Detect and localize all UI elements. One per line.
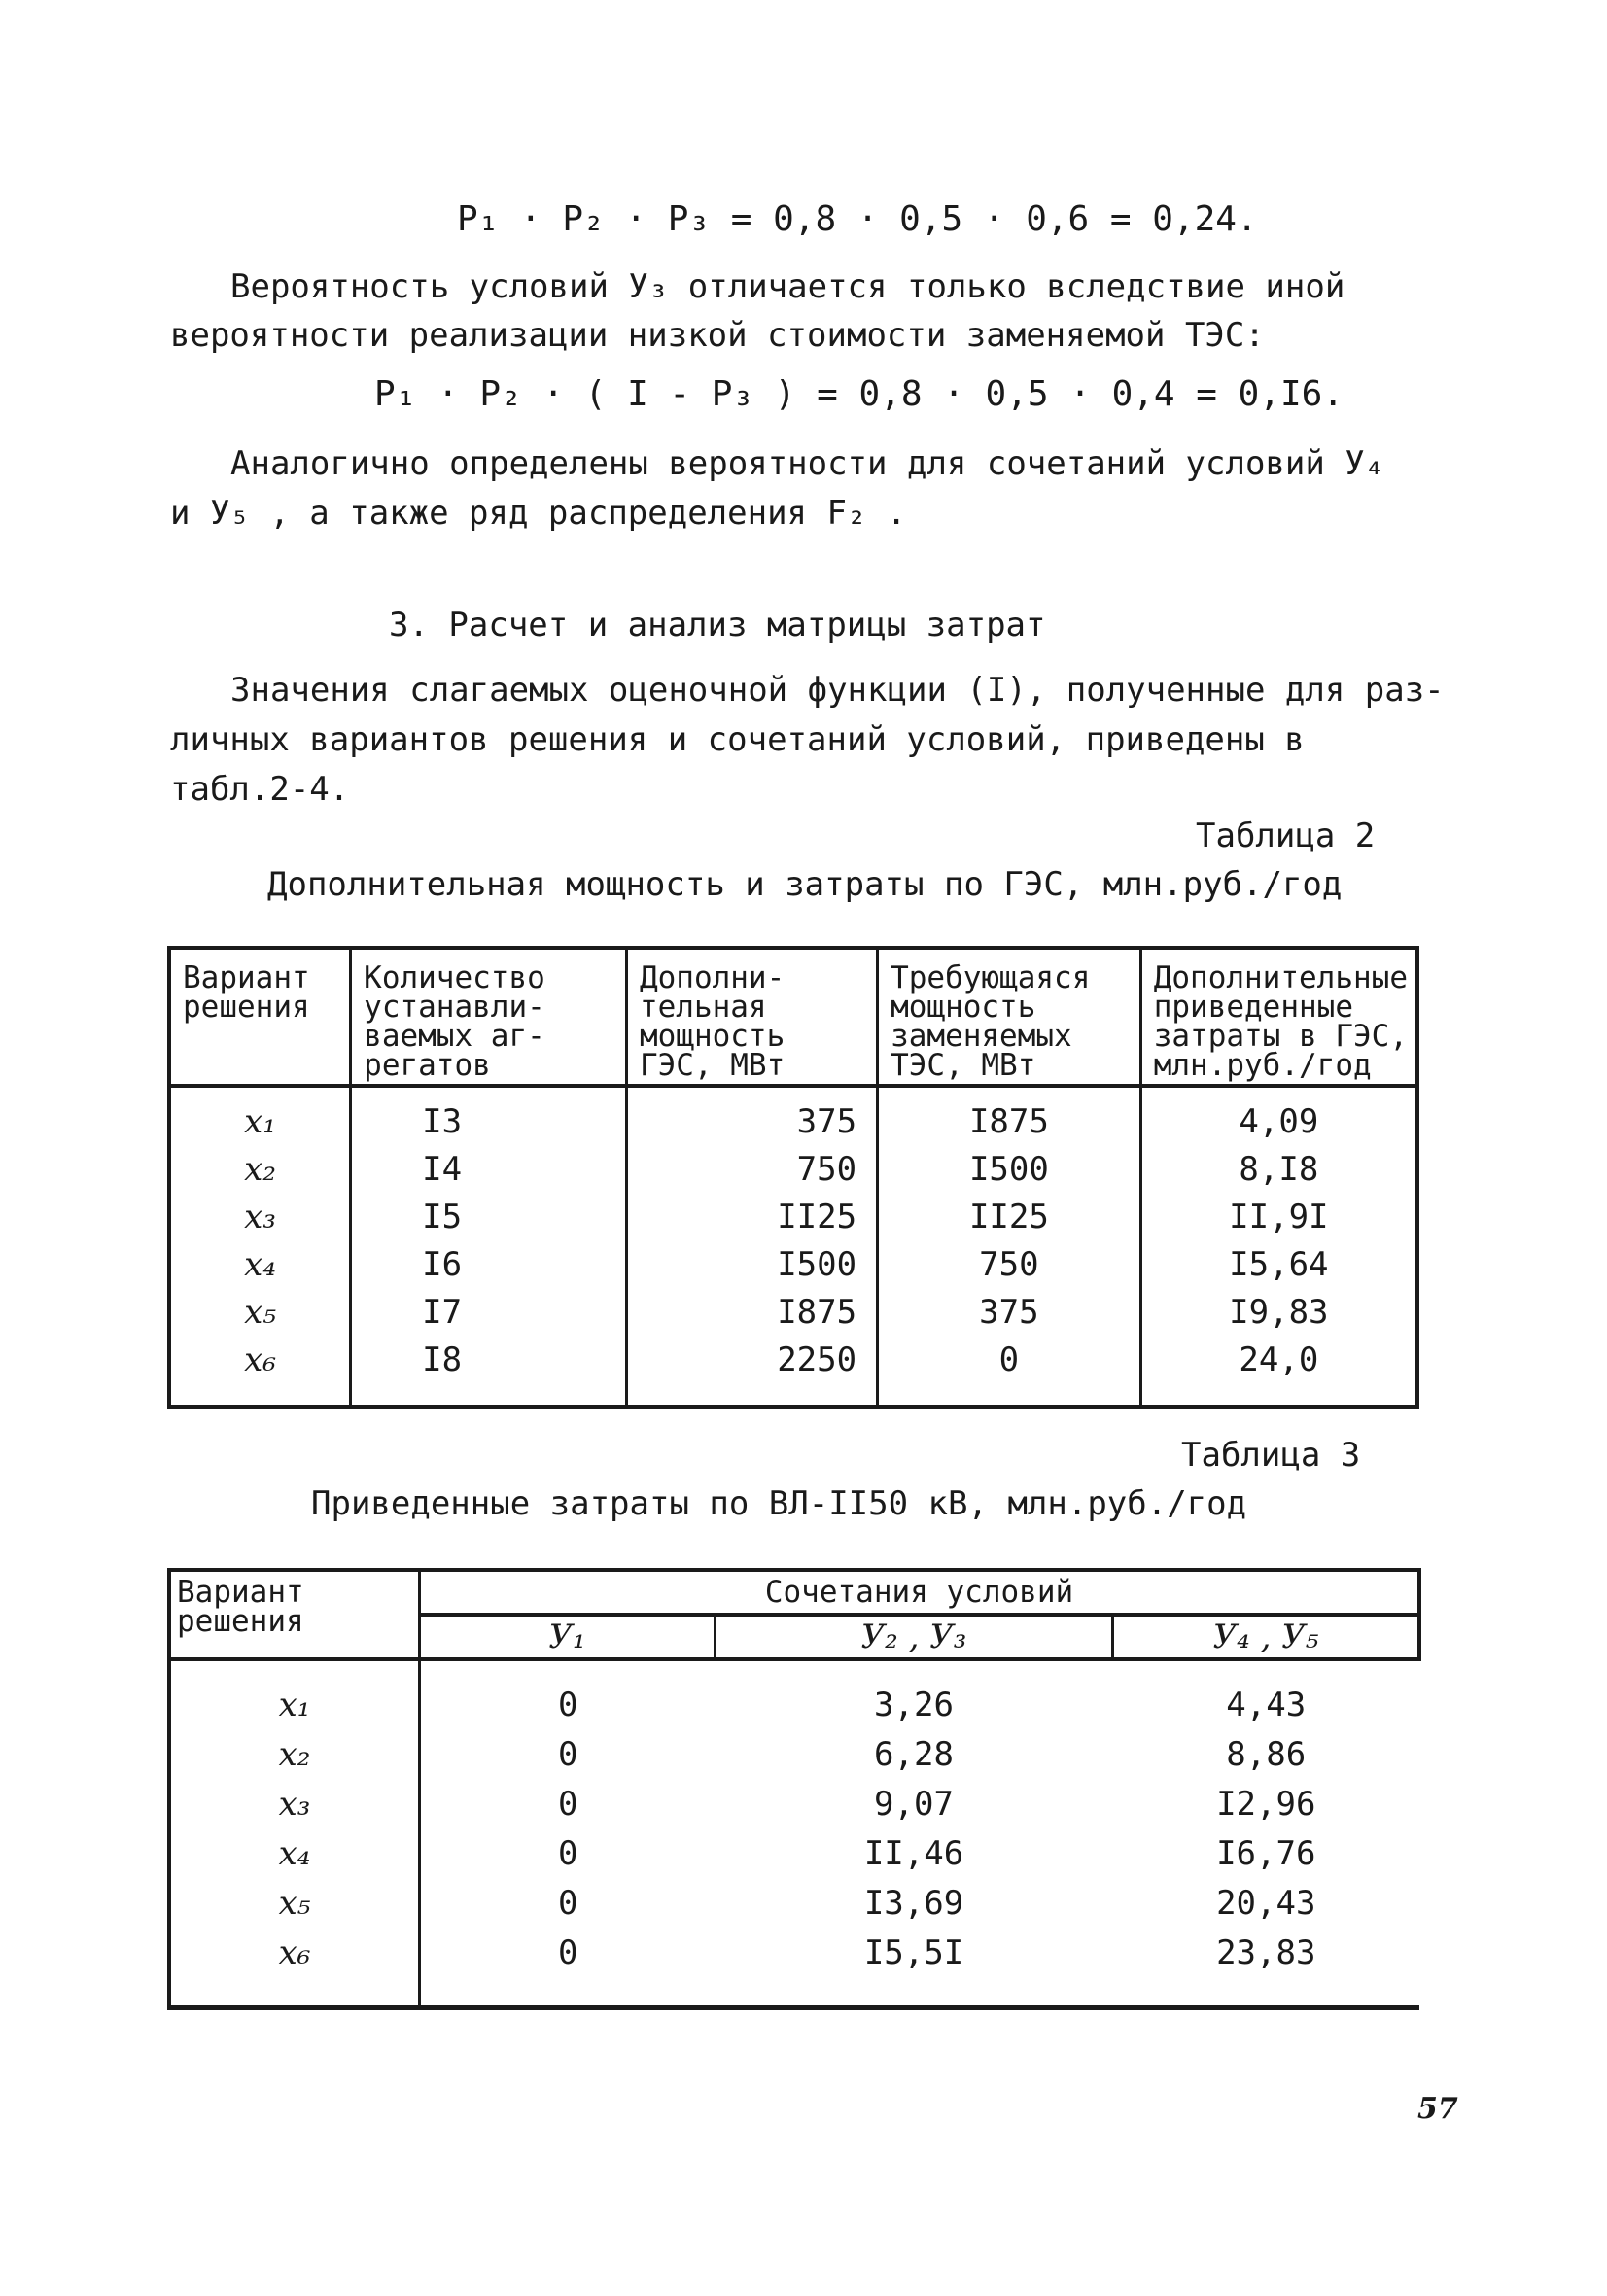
table-cell: 4,09 xyxy=(1140,1086,1417,1145)
table-cell: 0 xyxy=(878,1336,1141,1407)
table-row xyxy=(169,1729,1419,1779)
table-cell: I3 xyxy=(351,1086,627,1145)
table-cell: 8,I8 xyxy=(1140,1145,1417,1193)
paragraph-line: табл.2-4. xyxy=(170,770,350,809)
variant-cell: x₃ xyxy=(169,1779,420,1828)
table-row xyxy=(169,1193,1417,1240)
variant-cell: x₆ xyxy=(169,1928,420,2008)
formula-probability-product: P₁ · P₂ · P₃ = 0,8 · 0,5 · 0,6 = 0,24. xyxy=(457,199,1258,239)
table-cell: 750 xyxy=(878,1240,1141,1288)
table-cell: 8,86 xyxy=(1226,1734,1307,1774)
paragraph-line: личных вариантов решения и сочетаний условий, приведены в xyxy=(170,720,1305,759)
variant-cell: x₆ xyxy=(244,1339,276,1379)
table-cell: 2250 xyxy=(626,1336,877,1407)
table-row xyxy=(169,1086,1417,1145)
table-cell: 0 xyxy=(558,1883,578,1923)
variant-cell: x₂ xyxy=(169,1729,420,1779)
table3-condition: У₁ xyxy=(420,1615,716,1659)
table-row xyxy=(169,1240,1417,1288)
table2-header-replaced: Требующаяся мощность заменяемых ТЭС, МВт xyxy=(878,948,1141,1086)
table-row xyxy=(169,1288,1417,1336)
table2-label: Таблица 2 xyxy=(1196,817,1376,855)
variant-cell: x₅ xyxy=(244,1292,276,1332)
table-cell: 6,28 xyxy=(874,1734,954,1774)
table-cell: I875 xyxy=(626,1288,877,1336)
table-row xyxy=(169,1878,1419,1928)
table3 xyxy=(167,1568,1421,2010)
variant-cell: x₄ xyxy=(244,1244,276,1284)
table3-condition: У₂ , У₃ xyxy=(716,1615,1113,1659)
table-row xyxy=(169,1659,1419,1729)
table-cell: 20,43 xyxy=(1216,1883,1316,1923)
table-cell: 4,43 xyxy=(1226,1685,1307,1724)
variant-cell: x₅ xyxy=(169,1878,420,1928)
table-row xyxy=(169,1336,1417,1407)
table-cell: I500 xyxy=(878,1145,1141,1193)
variant-cell: x₄ xyxy=(169,1828,420,1878)
table-cell: 0 xyxy=(558,1833,578,1873)
table2-header-variant: Вариант решения xyxy=(169,948,351,1086)
table-cell: I7 xyxy=(351,1288,627,1336)
table-cell: I500 xyxy=(626,1240,877,1288)
table-cell: I3,69 xyxy=(863,1883,964,1923)
table-cell: 0 xyxy=(558,1734,578,1774)
table3-header-row xyxy=(169,1570,1419,1615)
table3-header-group: Сочетания условий xyxy=(420,1570,1420,1615)
table-row xyxy=(169,1828,1419,1878)
table-cell: 24,0 xyxy=(1140,1336,1417,1407)
table3-label: Таблица 3 xyxy=(1181,1436,1361,1475)
table-cell: I4 xyxy=(351,1145,627,1193)
table3-caption: Приведенные затраты по ВЛ-II50 кВ, млн.руб./год xyxy=(311,1484,1247,1523)
table-cell: II25 xyxy=(626,1193,877,1240)
table-cell: I5,64 xyxy=(1140,1240,1417,1288)
table-cell: 375 xyxy=(878,1288,1141,1336)
variant-cell: x₁ xyxy=(169,1659,420,1729)
table-cell: I5,5I xyxy=(863,1932,964,1972)
table2-header-units: Количество устанавли- ваемых аг- регатов xyxy=(351,948,627,1086)
table-cell: II,9I xyxy=(1140,1193,1417,1240)
page-number: 57 xyxy=(1417,2092,1458,2126)
table-cell: 375 xyxy=(626,1086,877,1145)
section-title: 3. Расчет и анализ матрицы затрат xyxy=(389,606,1046,644)
table-row xyxy=(169,1145,1417,1193)
table2-caption: Дополнительная мощность и затраты по ГЭС, млн.руб./год xyxy=(267,865,1343,904)
table-cell: I9,83 xyxy=(1140,1288,1417,1336)
table-cell: 0 xyxy=(558,1932,578,1972)
table-row xyxy=(169,1928,1419,2008)
table3-condition: У₄ , У₅ xyxy=(1113,1615,1420,1659)
table-cell: 9,07 xyxy=(874,1784,954,1824)
paragraph-line: и У₅ , а также ряд распределения F₂ . xyxy=(170,494,907,533)
table-cell: I2,96 xyxy=(1216,1784,1316,1824)
table-cell: II25 xyxy=(878,1193,1141,1240)
table-cell: II,46 xyxy=(863,1833,964,1873)
table-cell: I6,76 xyxy=(1216,1833,1316,1873)
table-cell: I875 xyxy=(878,1086,1141,1145)
table-cell: I8 xyxy=(351,1336,627,1407)
table-cell: 23,83 xyxy=(1216,1932,1316,1972)
paragraph-line: Вероятность условий У₃ отличается только вследствие иной xyxy=(230,267,1345,306)
table2-header-power: Дополни- тельная мощность ГЭС, МВт xyxy=(626,948,877,1086)
table-cell: I6 xyxy=(351,1240,627,1288)
table2-header-costs: Дополнительные приведенные затраты в ГЭС, млн.руб./год xyxy=(1140,948,1417,1086)
table2 xyxy=(167,946,1419,1409)
variant-cell: x₃ xyxy=(244,1197,276,1236)
table-cell: 3,26 xyxy=(874,1685,954,1724)
table3-header-variant: Вариант решения xyxy=(169,1570,420,1659)
table2-header-row xyxy=(169,948,1417,1086)
paragraph-line: вероятности реализации низкой стоимости заменяемой ТЭС: xyxy=(170,316,1265,355)
paragraph-line: Значения слагаемых оценочной функции (I), полученные для раз- xyxy=(230,671,1445,710)
variant-cell: x₂ xyxy=(244,1149,276,1189)
table-cell: 0 xyxy=(558,1685,578,1724)
formula-probability-complement: P₁ · P₂ · ( I - P₃ ) = 0,8 · 0,5 · 0,4 = 0,I6. xyxy=(374,374,1344,414)
variant-cell: x₁ xyxy=(244,1101,276,1141)
paragraph-line: Аналогично определены вероятности для сочетаний условий У₄ xyxy=(230,444,1385,483)
table-row xyxy=(169,1779,1419,1828)
table-cell: 750 xyxy=(626,1145,877,1193)
table-cell: I5 xyxy=(351,1193,627,1240)
table-cell: 0 xyxy=(558,1784,578,1824)
